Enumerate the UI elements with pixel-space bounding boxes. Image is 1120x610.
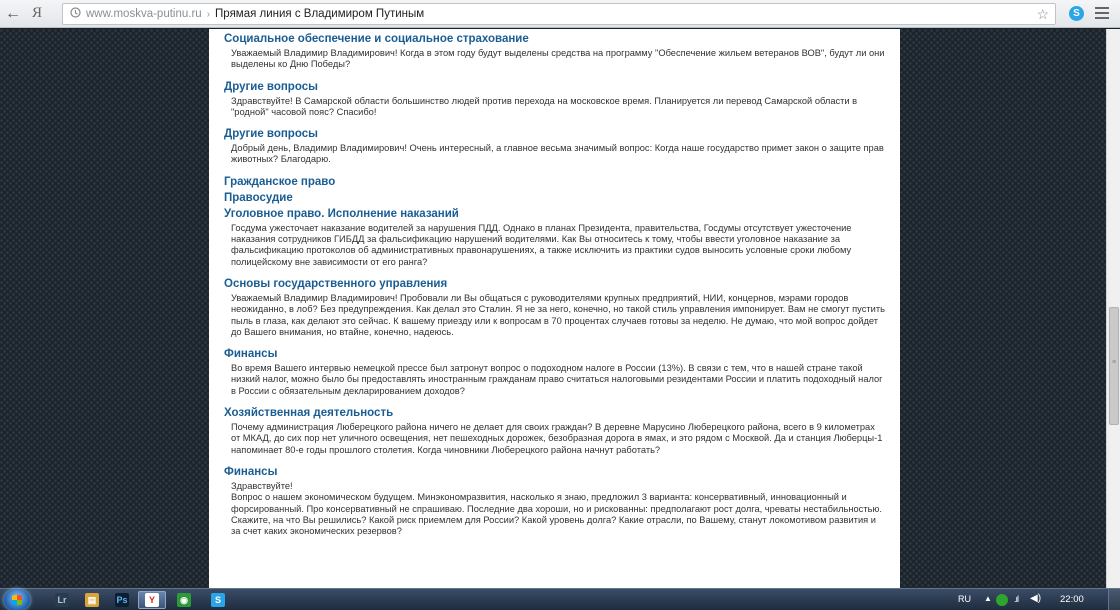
question-paragraph: Добрый день, Владимир Владимирович! Очень интересный, а главное весьма значимый вопрос: Когда наше государство примет закон о защите прав животных? Благодарю. bbox=[231, 143, 884, 165]
question-paragraph: Здравствуйте! В Самарской области большинство людей против перехода на московское время. Планируется ли перевод Самарской области в "родной" часовой пояс? Спасибо! bbox=[231, 95, 858, 117]
clock[interactable]: 22:00 bbox=[1060, 594, 1084, 605]
taskbar-photoshop-button[interactable] bbox=[108, 591, 136, 609]
category-heading[interactable]: Хозяйственная деятельность bbox=[224, 407, 394, 420]
taskbar-green-app-button[interactable] bbox=[170, 591, 198, 609]
question-paragraph: Скажите, на что Вы решились? Какой риск приемлем для России? Какой уровень долга? Какие отрасли, по Вашему, станут локомотивом развития и за счет каких экономических резервов? bbox=[231, 514, 876, 537]
taskbar-explorer-button[interactable] bbox=[78, 591, 106, 609]
question-item bbox=[224, 127, 886, 166]
question-item bbox=[224, 191, 886, 205]
url-separator: › bbox=[206, 8, 211, 20]
taskbar-skype-button[interactable] bbox=[204, 591, 232, 609]
question-paragraph: Уважаемый Владимир Владимирович! Пробовали ли Вы общаться с руководителями крупных предприятий, НИИ, концернов, мэрами городов неожиданно, в лоб? Без предупреждения. Как делал это Сталин. Я не за него, конечно, но такой стиль управления импонирует. Вам не смогут пустить пыль в глаза, как делают это сейчас. К вашему приезду или к вопросам в 70 процентах случаев готовы за неделю. Не думаю, что мой вопрос дойдет до Вашего внимания, но втайне, конечно, надеюсь. bbox=[231, 292, 885, 337]
category-heading[interactable]: Правосудие bbox=[224, 191, 293, 204]
address-bar[interactable] bbox=[62, 3, 1056, 25]
tray-green-app-icon[interactable] bbox=[996, 594, 1008, 606]
taskbar bbox=[0, 588, 1120, 610]
question-text bbox=[224, 481, 886, 537]
taskbar-lightroom-button[interactable] bbox=[48, 591, 76, 609]
network-signal-icon[interactable]: .ıl bbox=[1014, 594, 1019, 604]
category-heading[interactable]: Другие вопросы bbox=[224, 128, 318, 141]
question-text bbox=[224, 363, 886, 397]
page-title: Прямая линия с Владимиром Путиным bbox=[215, 8, 425, 20]
show-desktop-button[interactable] bbox=[1108, 589, 1120, 610]
question-paragraph: Уважаемый Владимир Владимирович! Когда в этом году будут выделены средства на программу "Обеспечение жильем ветеранов ВОВ", будут ли они выделены ко Дню Победы? bbox=[231, 48, 885, 70]
category-heading[interactable]: Финансы bbox=[224, 465, 278, 478]
photoshop-icon: Ps bbox=[116, 595, 128, 605]
back-arrow-icon[interactable]: ← bbox=[5, 4, 21, 22]
vertical-scrollbar[interactable] bbox=[1106, 29, 1120, 588]
category-heading[interactable]: Уголовное право. Исполнение наказаний bbox=[224, 207, 459, 220]
volume-icon[interactable]: ◀) bbox=[1030, 593, 1042, 604]
skype-extension-icon[interactable]: S bbox=[1069, 6, 1084, 21]
question-text bbox=[224, 96, 886, 119]
question-paragraph: Госдума ужесточает наказание водителей за нарушения ПДД. Однако в планах Президента, правительства, Госдумы отсутствует ужесточение наказания сотрудников ГИБДД за фальсификацию нарушений водителями. Как Вы относитесь к тому, чтобы ввести уголовное наказание за фальсификацию протоколов об административных правонарушениях, а также исключить из практики судов выносить условные сроки любому полицейскому вне зависимости от его ранга? bbox=[231, 222, 852, 267]
question-paragraph: Вопрос о нашем экономическом будущем. Минэкономразвития, насколько я знаю, предложил 3 варианта: консервативный, инновационный и форсированный. Про консервативный не спрашиваю. Последние два хороши, но и рискованны: предполагают рост долга, чреваты нестабильностью. bbox=[231, 492, 882, 514]
category-heading[interactable]: Другие вопросы bbox=[224, 80, 318, 93]
question-item bbox=[224, 277, 886, 338]
question-paragraph: Почему администрация Люберецкого района ничего не делает для своих граждан? В деревне Марусино Люберецкого района, всего в 9 километрах от МКАД, до сих пор нет уличного освещения, нет пешеходных дорожек, безобразная дорога в ямах, и это рядом с Москвой. Да и станция Люберцы-1 напоминает 80-е годы прошлого столетия. Когда чиновники Люберецкого района начнут работать? bbox=[231, 422, 883, 455]
category-heading[interactable]: Финансы bbox=[224, 348, 278, 361]
scrollbar-thumb[interactable] bbox=[1109, 307, 1119, 425]
question-item bbox=[224, 465, 886, 537]
page-icon bbox=[66, 7, 84, 21]
question-item bbox=[224, 347, 886, 397]
bookmark-star-icon[interactable]: ☆ bbox=[1036, 6, 1049, 22]
url-text: www.moskva-putinu.ru bbox=[86, 8, 202, 20]
category-heading[interactable]: Гражданское право bbox=[224, 175, 336, 188]
question-item bbox=[224, 175, 886, 189]
taskbar-yandex-browser-button[interactable] bbox=[138, 591, 166, 609]
browser-toolbar bbox=[0, 0, 1120, 28]
question-item bbox=[224, 80, 886, 119]
question-text bbox=[224, 143, 886, 166]
question-item bbox=[224, 406, 886, 456]
yandex-browser-icon: Y bbox=[145, 593, 159, 607]
skype-icon: S bbox=[211, 593, 225, 607]
tray-expand-icon[interactable]: ▲ bbox=[984, 594, 992, 603]
question-text bbox=[224, 223, 886, 268]
question-paragraph: Здравствуйте! bbox=[231, 480, 293, 491]
question-paragraph: Во время Вашего интервью немецкой прессе был затронут вопрос о подоходном налоге в России (13%). В связи с тем, что в нашей стране такой низкий налог, можно было бы предоставлять иностранным гражданам право считаться налоговыми резидентами России и платить подоходный налог в России с обязательным декларированием доходов? bbox=[231, 363, 883, 396]
system-tray bbox=[950, 589, 1120, 610]
lightroom-icon: Lr bbox=[55, 593, 69, 607]
category-heading[interactable]: Социальное обеспечение и социальное страхование bbox=[224, 33, 529, 45]
green-app-icon: ◉ bbox=[177, 593, 191, 607]
grip-icon: ≡ bbox=[1112, 359, 1117, 366]
start-button[interactable] bbox=[4, 589, 30, 610]
question-text bbox=[224, 422, 886, 456]
questions-list bbox=[209, 29, 900, 588]
menu-icon[interactable] bbox=[1095, 7, 1109, 19]
language-indicator[interactable]: RU bbox=[958, 594, 971, 604]
category-heading[interactable]: Основы государственного управления bbox=[224, 277, 448, 290]
question-item bbox=[224, 32, 886, 71]
yandex-home-icon[interactable]: Я bbox=[31, 5, 42, 21]
explorer-icon: ▤ bbox=[85, 593, 99, 607]
question-item bbox=[224, 207, 886, 268]
question-text bbox=[224, 293, 886, 338]
question-text bbox=[224, 48, 886, 71]
